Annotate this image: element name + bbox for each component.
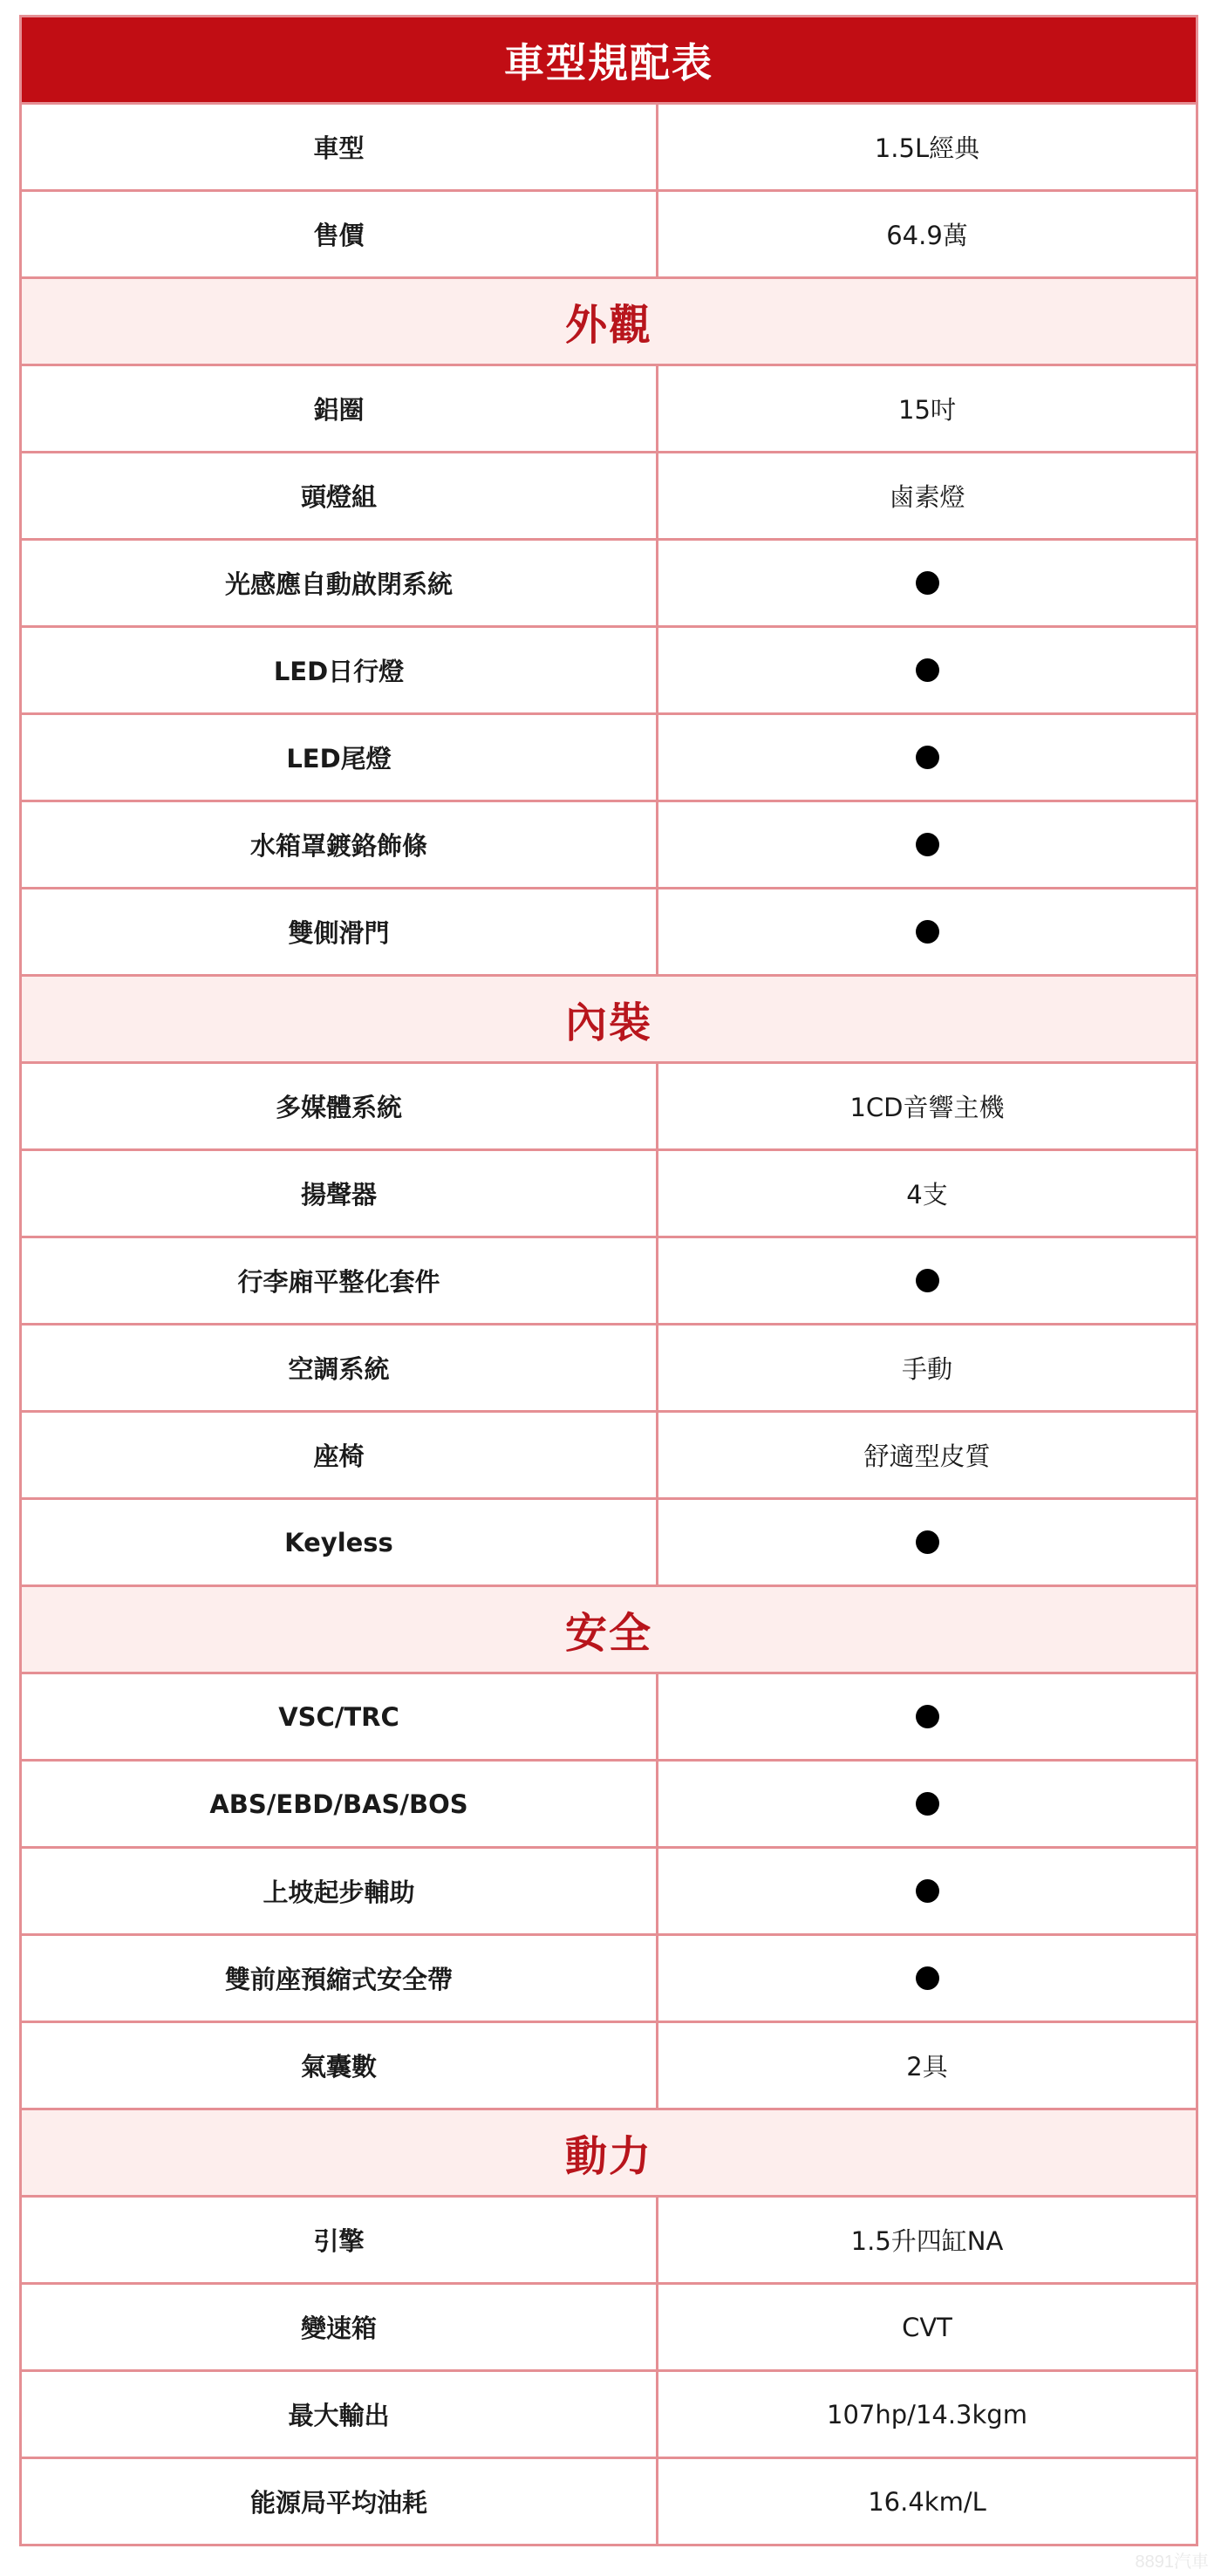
spec-label: 上坡起步輔助 bbox=[22, 1849, 658, 1933]
spec-label: ABS/EBD/BAS/BOS bbox=[22, 1762, 658, 1846]
included-dot-icon bbox=[916, 1269, 939, 1292]
spec-label: 車型 bbox=[22, 105, 658, 189]
table-row bbox=[22, 1238, 1196, 1325]
table-row bbox=[22, 2285, 1196, 2372]
spec-value: 1CD音響主機 bbox=[849, 1093, 1005, 1122]
spec-label: 能源局平均油耗 bbox=[22, 2459, 658, 2544]
spec-value bbox=[658, 1238, 1196, 1323]
table-row bbox=[22, 366, 1196, 453]
table-row bbox=[22, 1500, 1196, 1587]
spec-value: 1.5L經典 bbox=[874, 133, 980, 163]
spec-value bbox=[658, 1500, 1196, 1584]
spec-value bbox=[658, 802, 1196, 887]
table-row bbox=[22, 1325, 1196, 1413]
spec-value bbox=[658, 1762, 1196, 1846]
included-dot-icon bbox=[916, 1792, 939, 1816]
spec-value: 107hp/14.3kgm bbox=[827, 2399, 1027, 2429]
table-row bbox=[22, 2372, 1196, 2459]
spec-value bbox=[658, 1936, 1196, 2021]
section-header: 安全 bbox=[22, 1587, 1196, 1674]
spec-value bbox=[658, 1849, 1196, 1933]
table-row bbox=[22, 2459, 1196, 2544]
spec-value: 15吋 bbox=[898, 395, 956, 425]
table-title: 車型規配表 bbox=[22, 17, 1196, 105]
section-header: 動力 bbox=[22, 2110, 1196, 2198]
spec-label: 頭燈組 bbox=[22, 453, 658, 538]
spec-value: 鹵素燈 bbox=[889, 482, 965, 512]
table-row bbox=[22, 192, 1196, 279]
spec-label: 變速箱 bbox=[22, 2285, 658, 2369]
spec-label: 售價 bbox=[22, 192, 658, 276]
spec-value: CVT bbox=[902, 2312, 952, 2342]
table-row bbox=[22, 453, 1196, 541]
spec-label: VSC/TRC bbox=[22, 1674, 658, 1759]
spec-label: Keyless bbox=[22, 1500, 658, 1584]
spec-value bbox=[658, 628, 1196, 712]
table-row bbox=[22, 889, 1196, 977]
table-row bbox=[22, 802, 1196, 889]
spec-label: 水箱罩鍍鉻飾條 bbox=[22, 802, 658, 887]
table-row bbox=[22, 2198, 1196, 2285]
spec-label: 氣囊數 bbox=[22, 2023, 658, 2108]
table-row bbox=[22, 1674, 1196, 1762]
table-row bbox=[22, 1936, 1196, 2023]
table-row bbox=[22, 1064, 1196, 1151]
spec-value: 手動 bbox=[901, 1354, 952, 1384]
spec-label: 雙前座預縮式安全帶 bbox=[22, 1936, 658, 2021]
spec-label: LED尾燈 bbox=[22, 715, 658, 800]
table-row bbox=[22, 1151, 1196, 1238]
spec-label: 雙側滑門 bbox=[22, 889, 658, 974]
spec-value: 1.5升四缸NA bbox=[850, 2226, 1004, 2256]
included-dot-icon bbox=[916, 1530, 939, 1554]
table-row bbox=[22, 1849, 1196, 1936]
table-row bbox=[22, 1762, 1196, 1849]
spec-label: LED日行燈 bbox=[22, 628, 658, 712]
section-header: 內裝 bbox=[22, 977, 1196, 1064]
spec-value bbox=[658, 1674, 1196, 1759]
spec-label: 空調系統 bbox=[22, 1325, 658, 1410]
table-body bbox=[22, 105, 1196, 2544]
included-dot-icon bbox=[916, 746, 939, 769]
spec-label: 鋁圈 bbox=[22, 366, 658, 451]
spec-label: 光感應自動啟閉系統 bbox=[22, 541, 658, 625]
spec-value bbox=[658, 715, 1196, 800]
watermark: 8891汽車 bbox=[1135, 2552, 1209, 2572]
included-dot-icon bbox=[916, 1879, 939, 1903]
spec-table bbox=[19, 15, 1198, 2546]
table-row bbox=[22, 105, 1196, 192]
spec-value bbox=[658, 541, 1196, 625]
included-dot-icon bbox=[916, 1705, 939, 1728]
included-dot-icon bbox=[916, 920, 939, 944]
included-dot-icon bbox=[916, 833, 939, 856]
included-dot-icon bbox=[916, 1966, 939, 1990]
spec-value: 舒適型皮質 bbox=[863, 1441, 991, 1471]
table-row bbox=[22, 715, 1196, 802]
table-row bbox=[22, 628, 1196, 715]
included-dot-icon bbox=[916, 658, 939, 682]
spec-label: 座椅 bbox=[22, 1413, 658, 1497]
spec-value: 2具 bbox=[906, 2052, 948, 2082]
table-row bbox=[22, 541, 1196, 628]
spec-label: 最大輸出 bbox=[22, 2372, 658, 2457]
spec-value: 64.9萬 bbox=[886, 221, 968, 250]
spec-value: 16.4km/L bbox=[868, 2486, 986, 2517]
included-dot-icon bbox=[916, 571, 939, 595]
table-row bbox=[22, 2023, 1196, 2110]
section-header: 外觀 bbox=[22, 279, 1196, 366]
table-row bbox=[22, 1413, 1196, 1500]
spec-label: 行李廂平整化套件 bbox=[22, 1238, 658, 1323]
spec-value: 4支 bbox=[906, 1180, 948, 1210]
spec-value bbox=[658, 889, 1196, 974]
spec-label: 多媒體系統 bbox=[22, 1064, 658, 1148]
spec-label: 揚聲器 bbox=[22, 1151, 658, 1236]
spec-label: 引擎 bbox=[22, 2198, 658, 2282]
